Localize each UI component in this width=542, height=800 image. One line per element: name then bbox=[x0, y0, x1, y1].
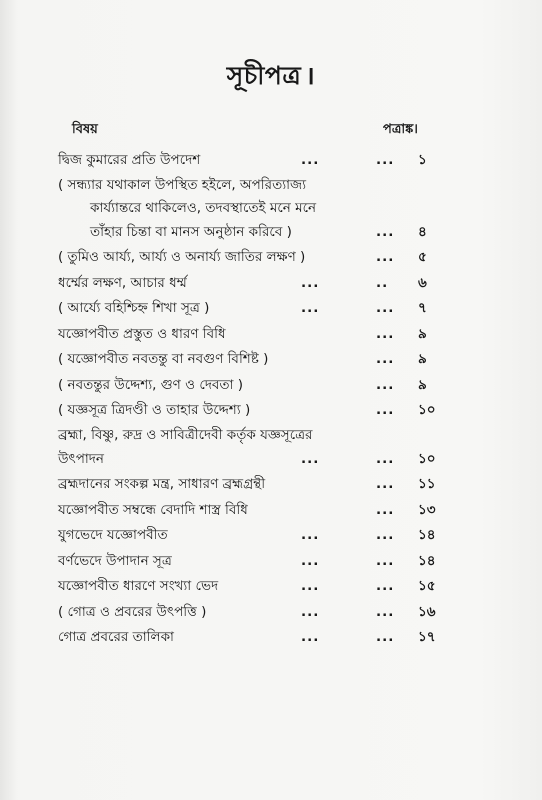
contents-entry bbox=[58, 523, 488, 549]
entry-leader: ... bbox=[301, 527, 320, 543]
entry-text: উৎপাদন bbox=[58, 450, 104, 467]
entry-page-number: ১৬ bbox=[418, 603, 436, 620]
entry-page-number: ১৫ bbox=[418, 578, 436, 594]
entry-page-number: ৯ bbox=[418, 351, 427, 367]
entry-leader: ... bbox=[301, 300, 320, 316]
entry-text: ( নবতন্তুর উদ্দেশ্য, গুণ ও দেবতা ) bbox=[58, 376, 244, 393]
entry-leader: .. bbox=[376, 274, 389, 291]
contents-entry bbox=[58, 322, 488, 348]
entry-page-number: ১ bbox=[418, 152, 427, 168]
entry-leader: ... bbox=[301, 578, 320, 594]
contents-entry bbox=[58, 424, 488, 447]
contents-entry bbox=[58, 549, 488, 575]
title-danda: । bbox=[305, 61, 316, 90]
contents-entry bbox=[58, 574, 488, 600]
entry-text: কার্য্যান্তরে থাকিলেও, তদবস্থাতেই মনে মনে bbox=[90, 199, 317, 216]
entry-leader: ... bbox=[376, 552, 395, 569]
entry-page-number: ৪ bbox=[418, 223, 427, 240]
entry-leader: ... bbox=[376, 351, 395, 367]
entry-page-number: ১৪ bbox=[418, 527, 436, 543]
entry-text: গোত্র প্রবরের তালিকা bbox=[58, 629, 174, 645]
page-title bbox=[0, 56, 542, 99]
entry-leader: ... bbox=[376, 476, 395, 492]
entry-text: ( তুমিও আর্য্য, আর্য্য ও অনার্য্য জাতির লক্ষণ ) bbox=[58, 249, 306, 265]
entry-text: যজ্ঞোপবীত ধারণে সংখ্যা ভেদ bbox=[58, 578, 219, 594]
entry-leader: ... bbox=[376, 629, 395, 645]
entry-text: ( যজ্ঞসূত্র ত্রিদণ্ডী ও তাহার উদ্দেশ্য ) bbox=[58, 402, 251, 418]
contents-entry bbox=[58, 245, 488, 271]
contents-entry bbox=[58, 472, 488, 498]
contents-entry bbox=[58, 398, 488, 424]
entry-text: ( গোত্র ও প্রবরের উৎপত্তি ) bbox=[58, 603, 207, 620]
entry-leader: ... bbox=[376, 249, 395, 265]
entry-leader: ... bbox=[301, 552, 320, 569]
entry-leader: ... bbox=[376, 376, 395, 393]
contents-entry bbox=[58, 220, 488, 246]
entry-page-number: ৯ bbox=[418, 325, 427, 342]
contents-entry bbox=[58, 271, 488, 297]
entry-leader: ... bbox=[301, 450, 320, 467]
contents-entry bbox=[58, 347, 488, 373]
contents-entry bbox=[58, 625, 488, 651]
entry-leader: ... bbox=[376, 578, 395, 594]
entry-page-number: ৬ bbox=[418, 274, 427, 291]
entry-leader: ... bbox=[376, 450, 395, 467]
entry-leader: ... bbox=[376, 501, 395, 518]
page-column-header: পত্রাঙ্ক। bbox=[383, 122, 418, 137]
contents-entry bbox=[58, 148, 488, 174]
entry-text: তাঁহার চিন্তা বা মানস অনুষ্ঠান করিবে ) bbox=[90, 223, 292, 240]
subject-column-header: বিষয় bbox=[72, 122, 98, 137]
entry-page-number: ৭ bbox=[418, 300, 427, 316]
entry-text: দ্বিজ কুমারের প্রতি উপদেশ bbox=[58, 152, 201, 168]
contents-entry bbox=[58, 600, 488, 626]
contents-list bbox=[58, 148, 488, 651]
contents-entry bbox=[58, 447, 488, 473]
entry-page-number: ১১ bbox=[418, 476, 436, 492]
entry-page-number: ১৪ bbox=[418, 552, 436, 569]
entry-text: ( সন্ধ্যার যথাকাল উপস্থিত হইলে, অপরিত্যাজ্য bbox=[58, 176, 307, 193]
entry-page-number: ৯ bbox=[418, 376, 427, 393]
contents-entry bbox=[58, 197, 488, 220]
entry-text: যজ্ঞোপবীত সম্বন্ধে বেদাদি শাস্ত্র বিধি bbox=[58, 501, 248, 518]
entry-leader: ... bbox=[376, 325, 395, 342]
entry-text: বর্ণভেদে উপাদান সূত্র bbox=[58, 552, 172, 569]
entry-leader: ... bbox=[301, 152, 320, 168]
entry-page-number: ১০ bbox=[418, 450, 436, 467]
entry-leader: ... bbox=[301, 274, 320, 291]
entry-leader: ... bbox=[301, 629, 320, 645]
entry-text: ব্রহ্মা, বিষ্ণু, রুদ্র ও সাবিত্রীদেবী কর্তৃক যজ্ঞসূত্রের bbox=[58, 426, 313, 443]
contents-entry bbox=[58, 373, 488, 399]
entry-page-number: ৫ bbox=[418, 249, 427, 265]
entry-text: যজ্ঞোপবীত প্রস্তুত ও ধারণ বিধি bbox=[58, 325, 226, 342]
entry-text: ( আর্য্যে বহিশ্চিহ্ন শিখা সূত্র ) bbox=[58, 300, 210, 316]
entry-leader: ... bbox=[376, 300, 395, 316]
entry-text: যুগভেদে যজ্ঞোপবীত bbox=[58, 527, 168, 543]
entry-text: ( যজ্ঞোপবীত নবতন্তু বা নবগুণ বিশিষ্ট ) bbox=[58, 351, 269, 367]
contents-entry bbox=[58, 296, 488, 322]
entry-leader: ... bbox=[376, 152, 395, 168]
entry-page-number: ১৩ bbox=[418, 501, 436, 518]
entry-leader: ... bbox=[301, 603, 320, 620]
entry-page-number: ১০ bbox=[418, 402, 436, 418]
entry-leader: ... bbox=[376, 402, 395, 418]
entry-text: ধর্ম্মের লক্ষণ, আচার ধর্ম্ম bbox=[58, 274, 187, 291]
contents-entry bbox=[58, 498, 488, 524]
title-text: সূচীপত্র bbox=[226, 61, 302, 90]
entry-leader: ... bbox=[376, 603, 395, 620]
entry-text: ব্রহ্মদানের সংকল্প মন্ত্র, সাধারণ ব্রহ্মগ্রন্থী bbox=[58, 476, 266, 492]
contents-entry bbox=[58, 174, 488, 197]
entry-leader: ... bbox=[376, 223, 395, 240]
entry-leader: ... bbox=[376, 527, 395, 543]
entry-page-number: ১৭ bbox=[418, 629, 436, 645]
